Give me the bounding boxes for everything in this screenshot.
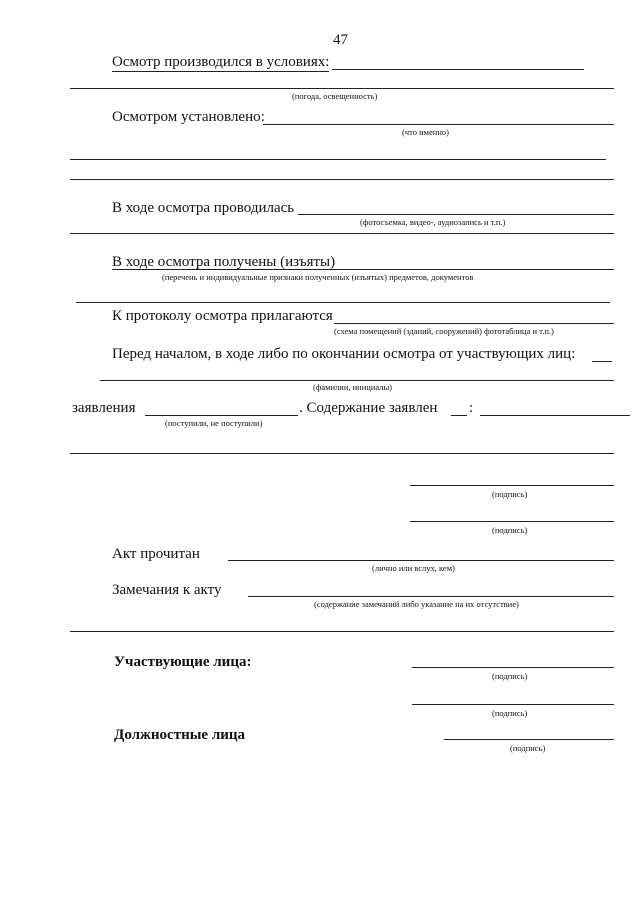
seized-line: [112, 269, 614, 270]
statements-names-line: [100, 380, 614, 381]
remarks-line-2: [70, 631, 614, 632]
act-read-caption: (лично или вслух, кем): [372, 563, 455, 573]
officials-signature-line: [444, 739, 614, 740]
participants-signature-caption-2: (подпись): [492, 708, 528, 718]
act-read-label: Акт прочитан: [112, 546, 200, 562]
participants-label: Участвующие лица:: [114, 654, 252, 670]
seized-caption: (перечень и индивидуальные признаки полученных (изъятых) предметов, документов: [162, 272, 474, 282]
established-line: [263, 124, 614, 125]
seized-label: В ходе осмотра получены (изъяты): [112, 254, 336, 270]
statements-label: заявления: [72, 400, 136, 416]
conducted-caption: (фотосъемка, видео-, аудиозапись и т.п.): [360, 217, 506, 227]
attached-caption: (схема помещений (зданий, сооружений) фототаблица и т.п.): [334, 326, 554, 336]
statements-colon: :: [469, 400, 474, 416]
signature-caption-2: (подпись): [492, 525, 528, 535]
signature-line-1: [410, 485, 614, 486]
signature-caption-1: (подпись): [492, 489, 528, 499]
conducted-line-2: [70, 233, 614, 234]
statements-received-caption: (поступили, не поступили): [165, 418, 263, 428]
statements-content-short-line: [451, 415, 467, 416]
statements-content-line: [480, 415, 630, 416]
established-caption: (что именно): [402, 127, 449, 137]
act-read-line: [228, 560, 614, 561]
statements-content-line-2: [70, 453, 614, 454]
conducted-line: [298, 214, 614, 215]
attached-label: К протоколу осмотра прилагаются: [112, 308, 333, 324]
statements-intro-line: [592, 361, 612, 362]
participants-signature-line-1: [412, 667, 614, 668]
statements-received-line: [145, 415, 298, 416]
conditions-caption: (погода, освещенность): [292, 91, 378, 101]
conditions-line: [332, 69, 584, 70]
remarks-caption: (содержание замечаний либо указание на их отсутствие): [314, 599, 519, 609]
conditions-line-2: [70, 88, 614, 89]
statements-names-caption: (фамилии, инициалы): [313, 382, 393, 392]
officials-signature-caption: (подпись): [510, 743, 546, 753]
established-line-2: [70, 159, 606, 160]
signature-line-2: [410, 521, 614, 522]
participants-signature-line-2: [412, 704, 614, 705]
seized-line-2: [76, 302, 610, 303]
participants-signature-caption-1: (подпись): [492, 671, 528, 681]
established-line-3: [70, 179, 614, 180]
remarks-label: Замечания к акту: [112, 582, 222, 598]
conditions-label: Осмотр производился в условиях:: [112, 54, 330, 70]
statements-content-label: . Содержание заявлен: [299, 400, 438, 416]
established-label: Осмотром установлено:: [112, 109, 265, 125]
attached-line: [334, 323, 614, 324]
conducted-label: В ходе осмотра проводилась: [112, 200, 295, 216]
statements-intro: Перед началом, в ходе либо по окончании осмотра от участвующих лиц:: [112, 346, 576, 362]
remarks-line: [248, 596, 614, 597]
page-number: 47: [333, 32, 348, 48]
officials-label: Должностные лица: [114, 727, 246, 743]
